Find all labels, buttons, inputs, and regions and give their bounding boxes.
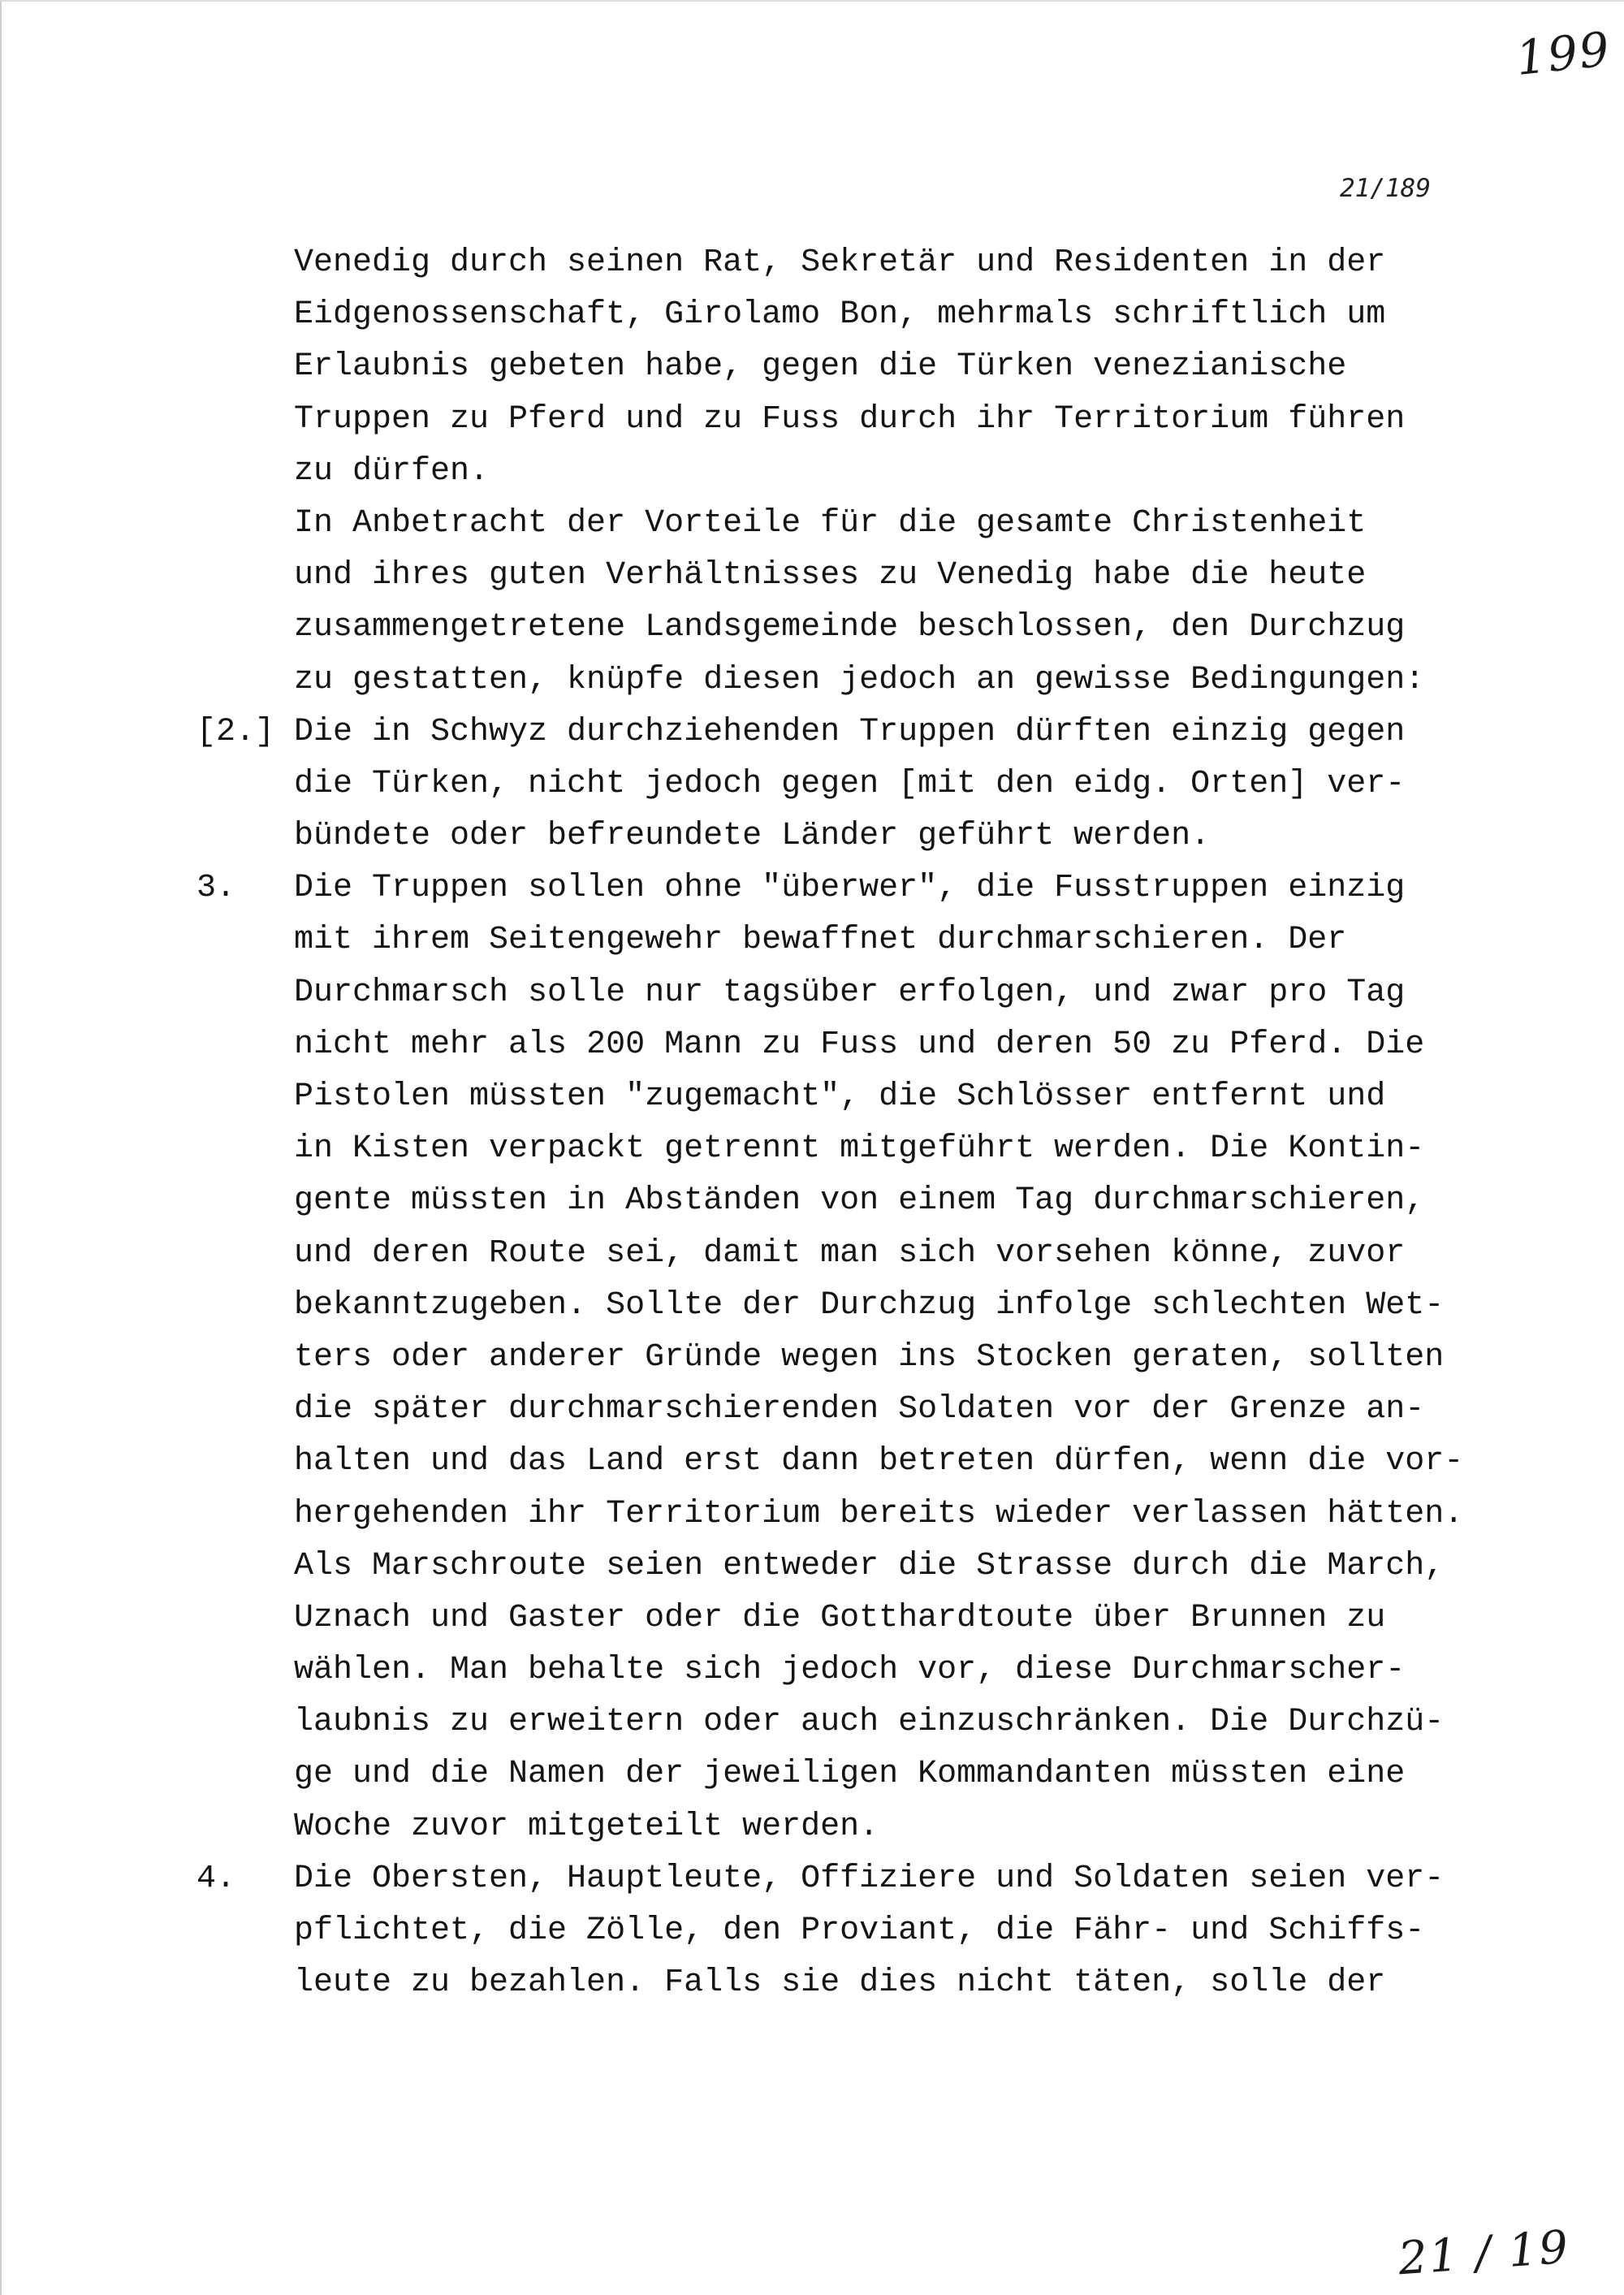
- line-text: zu gestatten, knüpfe diesen jedoch an gewisse Bedingungen:: [294, 661, 1425, 698]
- line-text: Erlaubnis gebeten habe, gegen die Türken venezianische: [294, 348, 1347, 386]
- line-text: In Anbetracht der Vorteile für die gesamte Christenheit: [294, 504, 1367, 542]
- text-line: [2, 1280, 1624, 1332]
- line-text: die später durchmarschierenden Soldaten vor der Grenze an-: [294, 1391, 1425, 1428]
- line-text: bekanntzugeben. Sollte der Durchzug infolge schlechten Wet-: [294, 1286, 1445, 1324]
- line-text: Die in Schwyz durchziehenden Truppen dürften einzig gegen: [294, 713, 1406, 750]
- text-line: [2, 446, 1624, 498]
- line-text: ters oder anderer Gründe wegen ins Stocken geraten, sollten: [294, 1338, 1445, 1376]
- line-text: bündete oder befreundete Länder geführt werden.: [294, 818, 1211, 855]
- text-line: [2, 1228, 1624, 1280]
- text-line: [2, 498, 1624, 550]
- line-text: wählen. Man behalte sich jedoch vor, diese Durchmarscher-: [294, 1652, 1406, 1689]
- line-text: halten und das Land erst dann betreten dürfen, wenn die vor-: [294, 1443, 1464, 1480]
- body-text: [2, 237, 1624, 2009]
- list-marker: [2.]: [197, 713, 275, 750]
- text-line: [2, 341, 1624, 393]
- line-text: Die Truppen sollen ohne "überwer", die Fusstruppen einzig: [294, 870, 1406, 907]
- text-line: [2, 1332, 1624, 1384]
- text-line: [2, 655, 1624, 707]
- line-text: mit ihrem Seitengewehr bewaffnet durchmarschieren. Der: [294, 922, 1347, 959]
- line-text: zusammengetretene Landsgemeinde beschlossen, den Durchzug: [294, 609, 1406, 646]
- text-line: [2, 289, 1624, 341]
- line-text: Venedig durch seinen Rat, Sekretär und Residenten in der: [294, 244, 1386, 281]
- line-text: in Kisten verpackt getrennt mitgeführt werden. Die Kontin-: [294, 1130, 1425, 1168]
- text-line: [2, 862, 1624, 914]
- text-line: [2, 1071, 1624, 1123]
- text-line: [2, 550, 1624, 602]
- line-text: Als Marschroute seien entweder die Strasse durch die March,: [294, 1547, 1445, 1584]
- line-text: Eidgenossenschaft, Girolamo Bon, mehrmals schriftlich um: [294, 296, 1386, 334]
- line-text: laubnis zu erweitern oder auch einzuschränken. Die Durchzü-: [294, 1704, 1445, 1741]
- text-line: [2, 237, 1624, 289]
- handwritten-footer-note: 21 / 19: [1396, 2220, 1571, 2286]
- line-text: Uznach und Gaster oder die Gotthardtoute über Brunnen zu: [294, 1599, 1386, 1636]
- line-text: nicht mehr als 200 Mann zu Fuss und deren 50 zu Pferd. Die: [294, 1026, 1425, 1063]
- line-text: Pistolen müssten "zugemacht", die Schlösser entfernt und: [294, 1078, 1386, 1115]
- text-line: [2, 1541, 1624, 1593]
- text-line: [2, 1801, 1624, 1853]
- text-line: [2, 1489, 1624, 1541]
- list-marker: 4.: [197, 1860, 236, 1897]
- text-line: [2, 1905, 1624, 1957]
- text-line: [2, 1957, 1624, 2009]
- line-text: zu dürfen.: [294, 452, 490, 490]
- line-text: ge und die Namen der jeweiligen Kommandanten müssten eine: [294, 1756, 1406, 1793]
- handwritten-folio-number: 199: [1513, 21, 1613, 86]
- text-line: [2, 394, 1624, 446]
- line-text: die Türken, nicht jedoch gegen [mit den eidg. Orten] ver-: [294, 765, 1406, 802]
- text-line: [2, 1748, 1624, 1800]
- line-text: pflichtet, die Zölle, den Proviant, die Fähr- und Schiffs-: [294, 1912, 1425, 1949]
- text-line: [2, 1696, 1624, 1748]
- text-line: [2, 1019, 1624, 1071]
- text-line: [2, 1123, 1624, 1175]
- text-line: [2, 1593, 1624, 1645]
- list-marker: 3.: [197, 870, 236, 907]
- line-text: hergehenden ihr Territorium bereits wieder verlassen hätten.: [294, 1495, 1464, 1532]
- text-line: [2, 1175, 1624, 1227]
- text-line: [2, 759, 1624, 810]
- text-line: [2, 707, 1624, 759]
- line-text: Durchmarsch solle nur tagsüber erfolgen, und zwar pro Tag: [294, 974, 1406, 1011]
- page-reference: 21/189: [1340, 174, 1431, 203]
- text-line: [2, 602, 1624, 654]
- text-line: [2, 1645, 1624, 1696]
- line-text: Truppen zu Pferd und zu Fuss durch ihr Territorium führen: [294, 400, 1406, 438]
- line-text: leute zu bezahlen. Falls sie dies nicht täten, solle der: [294, 1964, 1386, 2002]
- line-text: und ihres guten Verhältnisses zu Venedig habe die heute: [294, 557, 1367, 594]
- text-line: [2, 1436, 1624, 1488]
- text-line: [2, 914, 1624, 966]
- line-text: Die Obersten, Hauptleute, Offiziere und Soldaten seien ver-: [294, 1860, 1445, 1897]
- text-line: [2, 1384, 1624, 1436]
- text-line: [2, 967, 1624, 1019]
- line-text: und deren Route sei, damit man sich vorsehen könne, zuvor: [294, 1234, 1406, 1272]
- text-line: [2, 810, 1624, 862]
- line-text: Woche zuvor mitgeteilt werden.: [294, 1808, 879, 1845]
- line-text: gente müssten in Abständen von einem Tag durchmarschieren,: [294, 1182, 1425, 1220]
- text-line: [2, 1853, 1624, 1905]
